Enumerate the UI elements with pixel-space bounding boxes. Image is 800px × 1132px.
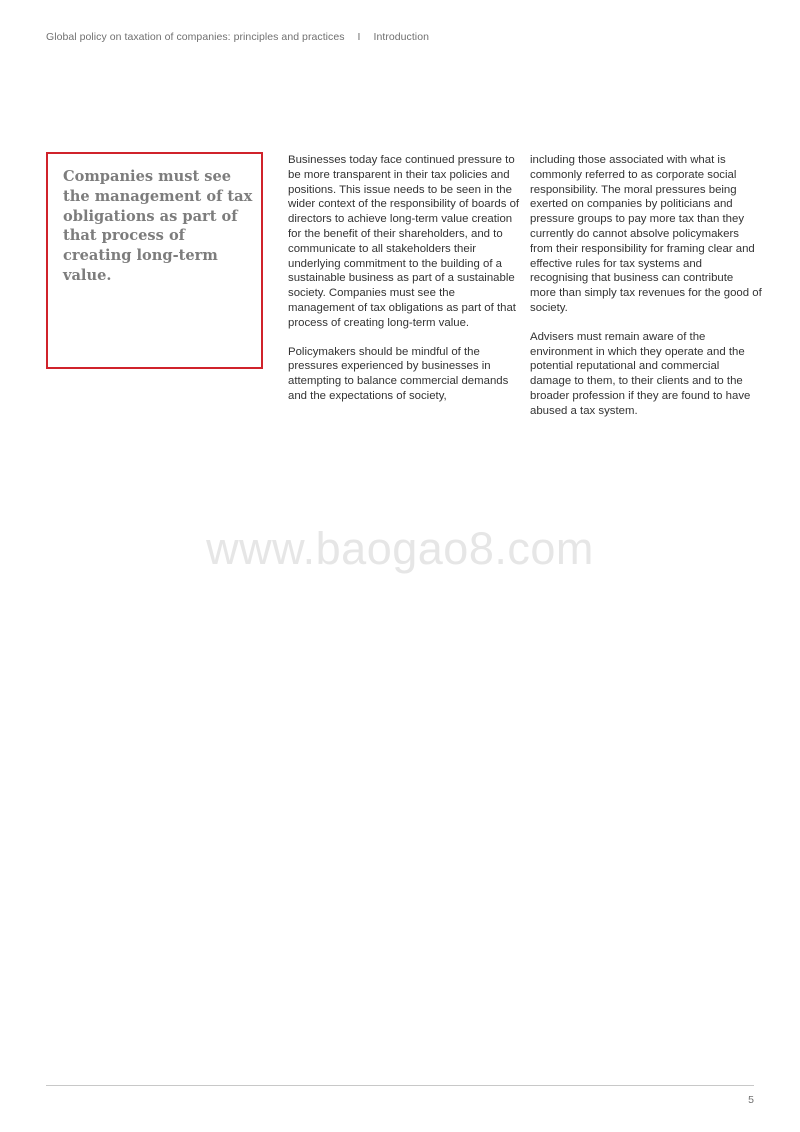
pull-quote-text: Companies must see the management of tax obligations as part of that process of creating long-term value. (63, 168, 253, 284)
header-separator: I (357, 31, 361, 43)
running-header (46, 31, 429, 43)
body-paragraph: including those associated with what is commonly referred to as corporate social responsibility. The moral pressures being exerted on companies by politicians and pressure groups to pay more tax than they currently do cannot absolve policymakers from their responsibility for framing clear and effective rules for tax systems and recognising that business can contribute more than simply tax revenues for the good of society. (530, 154, 762, 314)
body-paragraph: Businesses today face continued pressure to be more transparent in their tax policies and positions. This issue needs to be seen in the wider context of the responsibility of boards of directors to achieve long-term value creation for the benefit of their shareholders, and to communicate to all stakeholders their underlying commitment to the building of a sustainable business as part of a sustainable society. Companies must see the management of tax obligations as part of that process of creating long-term value. (288, 154, 520, 329)
footer-divider (46, 1085, 754, 1086)
section-name: Introduction (373, 31, 429, 43)
pull-quote-box (46, 152, 263, 369)
watermark: www.baogao8.com (206, 523, 594, 574)
page-number: 5 (748, 1094, 754, 1106)
document-title: Global policy on taxation of companies: principles and practices (46, 31, 345, 43)
body-column-1 (288, 153, 520, 418)
body-paragraph: Advisers must remain aware of the environment in which they operate and the potential reputational and commercial damage to them, to their clients and to the broader profession if they are found to have abused a tax system. (530, 330, 751, 417)
body-paragraph: Policymakers should be mindful of the pressures experienced by businesses in attempting to balance commercial demands and the expectations of society, (288, 345, 509, 402)
body-column-2 (530, 153, 762, 433)
